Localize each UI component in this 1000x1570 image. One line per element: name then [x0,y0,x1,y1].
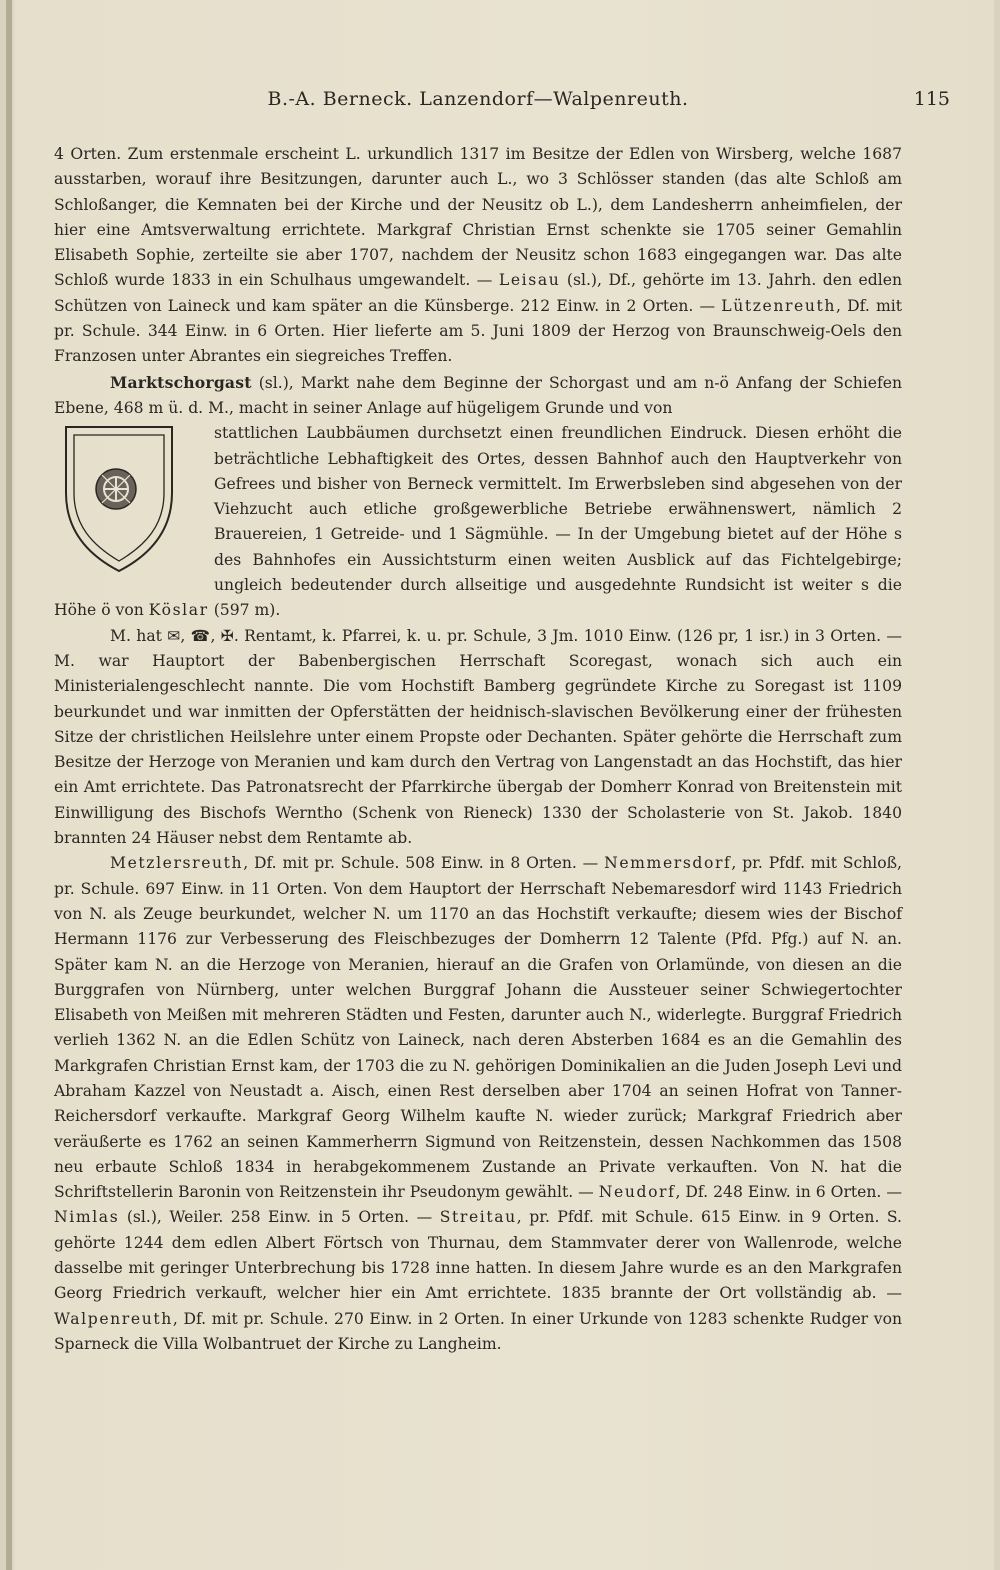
paragraph-marktschorgast-history: M. hat ✉, ☎, ✠. Rentamt, k. Pfarrei, k. u. pr. Schule, 3 Jm. 1010 Einw. (126 pr, 1 isr.) in 3 Orten. — M. war Hauptort der Babenbergischen Herrschaft Scoregast, wonach sich auch ein Ministerialengeschlecht nannte. Die vom Hochstift Bamberg gegründete Kirche zu Soregast ist 1109 beurkundet und war inmitten der Opferstätten der heidnisch-slavischen Bevölkerung einer der frühesten Sitze der christlichen Heilslehre unter einem Propste oder Dechanten. Später gehörte die Herrschaft zum Besitze der Herzoge von Meranien und kam durch den Vertrag von Langenstadt an das Hochstift, das hier ein Amt errichtete. Das Patronatsrecht der Pfarrkirche übergab der Domherr Konrad von Breitenstein mit Einwilligung des Bischofs Wernthо (Schenk von Rieneck) 1330 der Scholasterie von St. Jakob. 1840 brannten 24 Häuser nebst dem Rentamte ab. [54,626,902,848]
page-number: 115 [913,88,950,110]
page-spine-shadow [6,0,12,1570]
paragraph-lanzendorf: 4 Orten. Zum erstenmale erscheint L. urkundlich 1317 im Besitze der Edlen von Wirsberg, welche 1687 ausstarben, worauf ihre Besitzungen, darunter auch L., wo 3 Schlösser standen (das alte Schloß am Schloßanger, die Kemnaten bei der Kirche und der Neusitz ob L.), dem Landesherrn anheimfielen, der hier eine Amtsverwaltung errichtete. Markgraf Christian Ernst schenkte sie 1705 seiner Gemahlin Elisabeth Sophie, zerteilte sie aber 1707, nachdem der Neusitz schon 1683 eingegangen war. Das alte Schloß wurde 1833 in ein Schulhaus umgewandelt. — Leisau (sl.), Df., gehörte im 13. Jahrh. den edlen Schützen von Laineck und kam später an die Künsberge. 212 Einw. in 2 Orten. — Lützenreuth, Df. mit pr. Schule. 344 Einw. in 6 Orten. Hier lieferte am 5. Juni 1809 der Herzog von Braunschweig-Oels den Franzosen unter Abrantes ein siegreiches Treffen. [54,145,902,366]
place-metzlersreuth: Metzlersreuth [110,854,244,873]
place-leisau: Leisau [498,271,561,290]
coat-of-arms-shield-icon [60,423,200,575]
place-koeslar: Köslar [148,601,209,620]
entry-heading-marktschorgast: Marktschorgast [110,372,252,392]
place-nemmersdorf: Nemmersdorf [604,854,732,873]
page-body [54,142,902,1357]
header-title: B.-A. Berneck. Lanzendorf—Walpenreuth. [267,88,689,110]
paragraph-other-places: Metzlersreuth, Df. mit pr. Schule. 508 Einw. in 8 Orten. — Nemmersdorf, pr. Pfdf. mit Schloß, pr. Schule. 697 Einw. in 11 Orten. Von dem Hauptort der Herrschaft Nebemaresdorf wird 1143 Friedrich von N. als Zeuge beurkundet, welcher N. um 1170 an das Hochstift verkaufte; diesem wies der Bischof Hermann 1176 zur Verbesserung des Fleischbezuges der Domherrn 12 Talente (Pfd. Pfg.) auf N. an. Später kam N. an die Herzoge von Meranien, hierauf an die Grafen von Orlamünde, von diesen an die Burggrafen von Nürnberg, unter welchen Burggraf Johann die Aussteuer seiner Schwiegertochter Elisabeth von Meißen mit mehreren Städten und Festen, darunter auch N., widerlegte. Burggraf Friedrich verlieh 1362 N. an die Edlen Schütz von Laineck, nach deren Absterben 1684 es an die Gemahlin des Markgrafen Christian Ernst kam, der 1703 die zu N. gehörigen Dominikalien an die Juden Joseph Levi und Abraham Kazzel von Neustadt a. Aisch, einen Rest derselben aber 1704 an seinen Hofrat von Tanner-Reichersdorf verkaufte. Markgraf Georg Wilhelm kaufte N. wieder zurück; Markgraf Friedrich aber veräußerte es 1762 an seinen Kammerherrn Sigmund von Reitzenstein, dessen Nachkommen das 1508 neu erbaute Schloß 1834 in herabgekommenem Zustande an Private verkauften. Von N. hat die Schriftstellerin Baronin von Reitzenstein ihr Pseudonym gewählt. — Neudorf, Df. 248 Einw. in 6 Orten. — Nimlas (sl.), Weiler. 258 Einw. in 5 Orten. — Streitau, pr. Pfdf. mit Schule. 615 Einw. in 9 Orten. S. gehörte 1244 dem edlen Albert Förtsch von Thurnau, dem Stammvater derer von Wallenrode, welche dasselbe mit geringer Unterbrechung bis 1728 inne hatten. In diesem Jahre wurde es an den Markgrafen Georg Friedrich verkauft, welcher hier ein Amt errichtete. 1835 brannte der Ort vollständig ab. — Walpenreuth, Df. mit pr. Schule. 270 Einw. in 2 Orten. In einer Urkunde von 1283 schenkte Rudger von Sparneck die Villa Wolbantruet der Kirche zu Langheim. [54,854,902,1353]
paragraph-marktschorgast: Marktschorgast (sl.), Markt nahe dem Beginne der Schorgast und am n-ö Anfang der Schiefen Ebene, 468 m ü. d. M., macht in seiner Anlage auf hügeligem Grunde und von [54,372,902,417]
place-nimlas: Nimlas [54,1208,120,1227]
paragraph-marktschorgast-cont: stattlichen Laubbäumen durchsetzt einen freundlichen Eindruck. Diesen erhöht die beträchtliche Lebhaftigkeit des Ortes, dessen Bahnhof auch den Hauptverkehr von Gefrees und bisher von Berneck vermittelt. Im Erwerbsleben sind abgesehen von der Viehzucht auch etliche großgewerbliche Betriebe erwähnenswert, nämlich 2 Brauereien, 1 Getreide- und 1 Sägmühle. — In der Umgebung bietet auf der Höhe s des Bahnhofes ein Aussichtsturm einen weiten Ausblick auf das Fichtelgebirge; ungleich bedeutender durch allseitige und ausgedehnte Rundsicht ist weiter s die Höhe ö von Köslar (597 m). [54,424,902,620]
running-header [54,88,950,118]
place-luetzenreuth: Lützenreuth [721,296,837,315]
place-neudorf: Neudorf [598,1183,676,1202]
book-page [6,0,994,1570]
place-streitau: Streitau [439,1208,517,1227]
place-walpenreuth: Walpenreuth [54,1309,173,1328]
